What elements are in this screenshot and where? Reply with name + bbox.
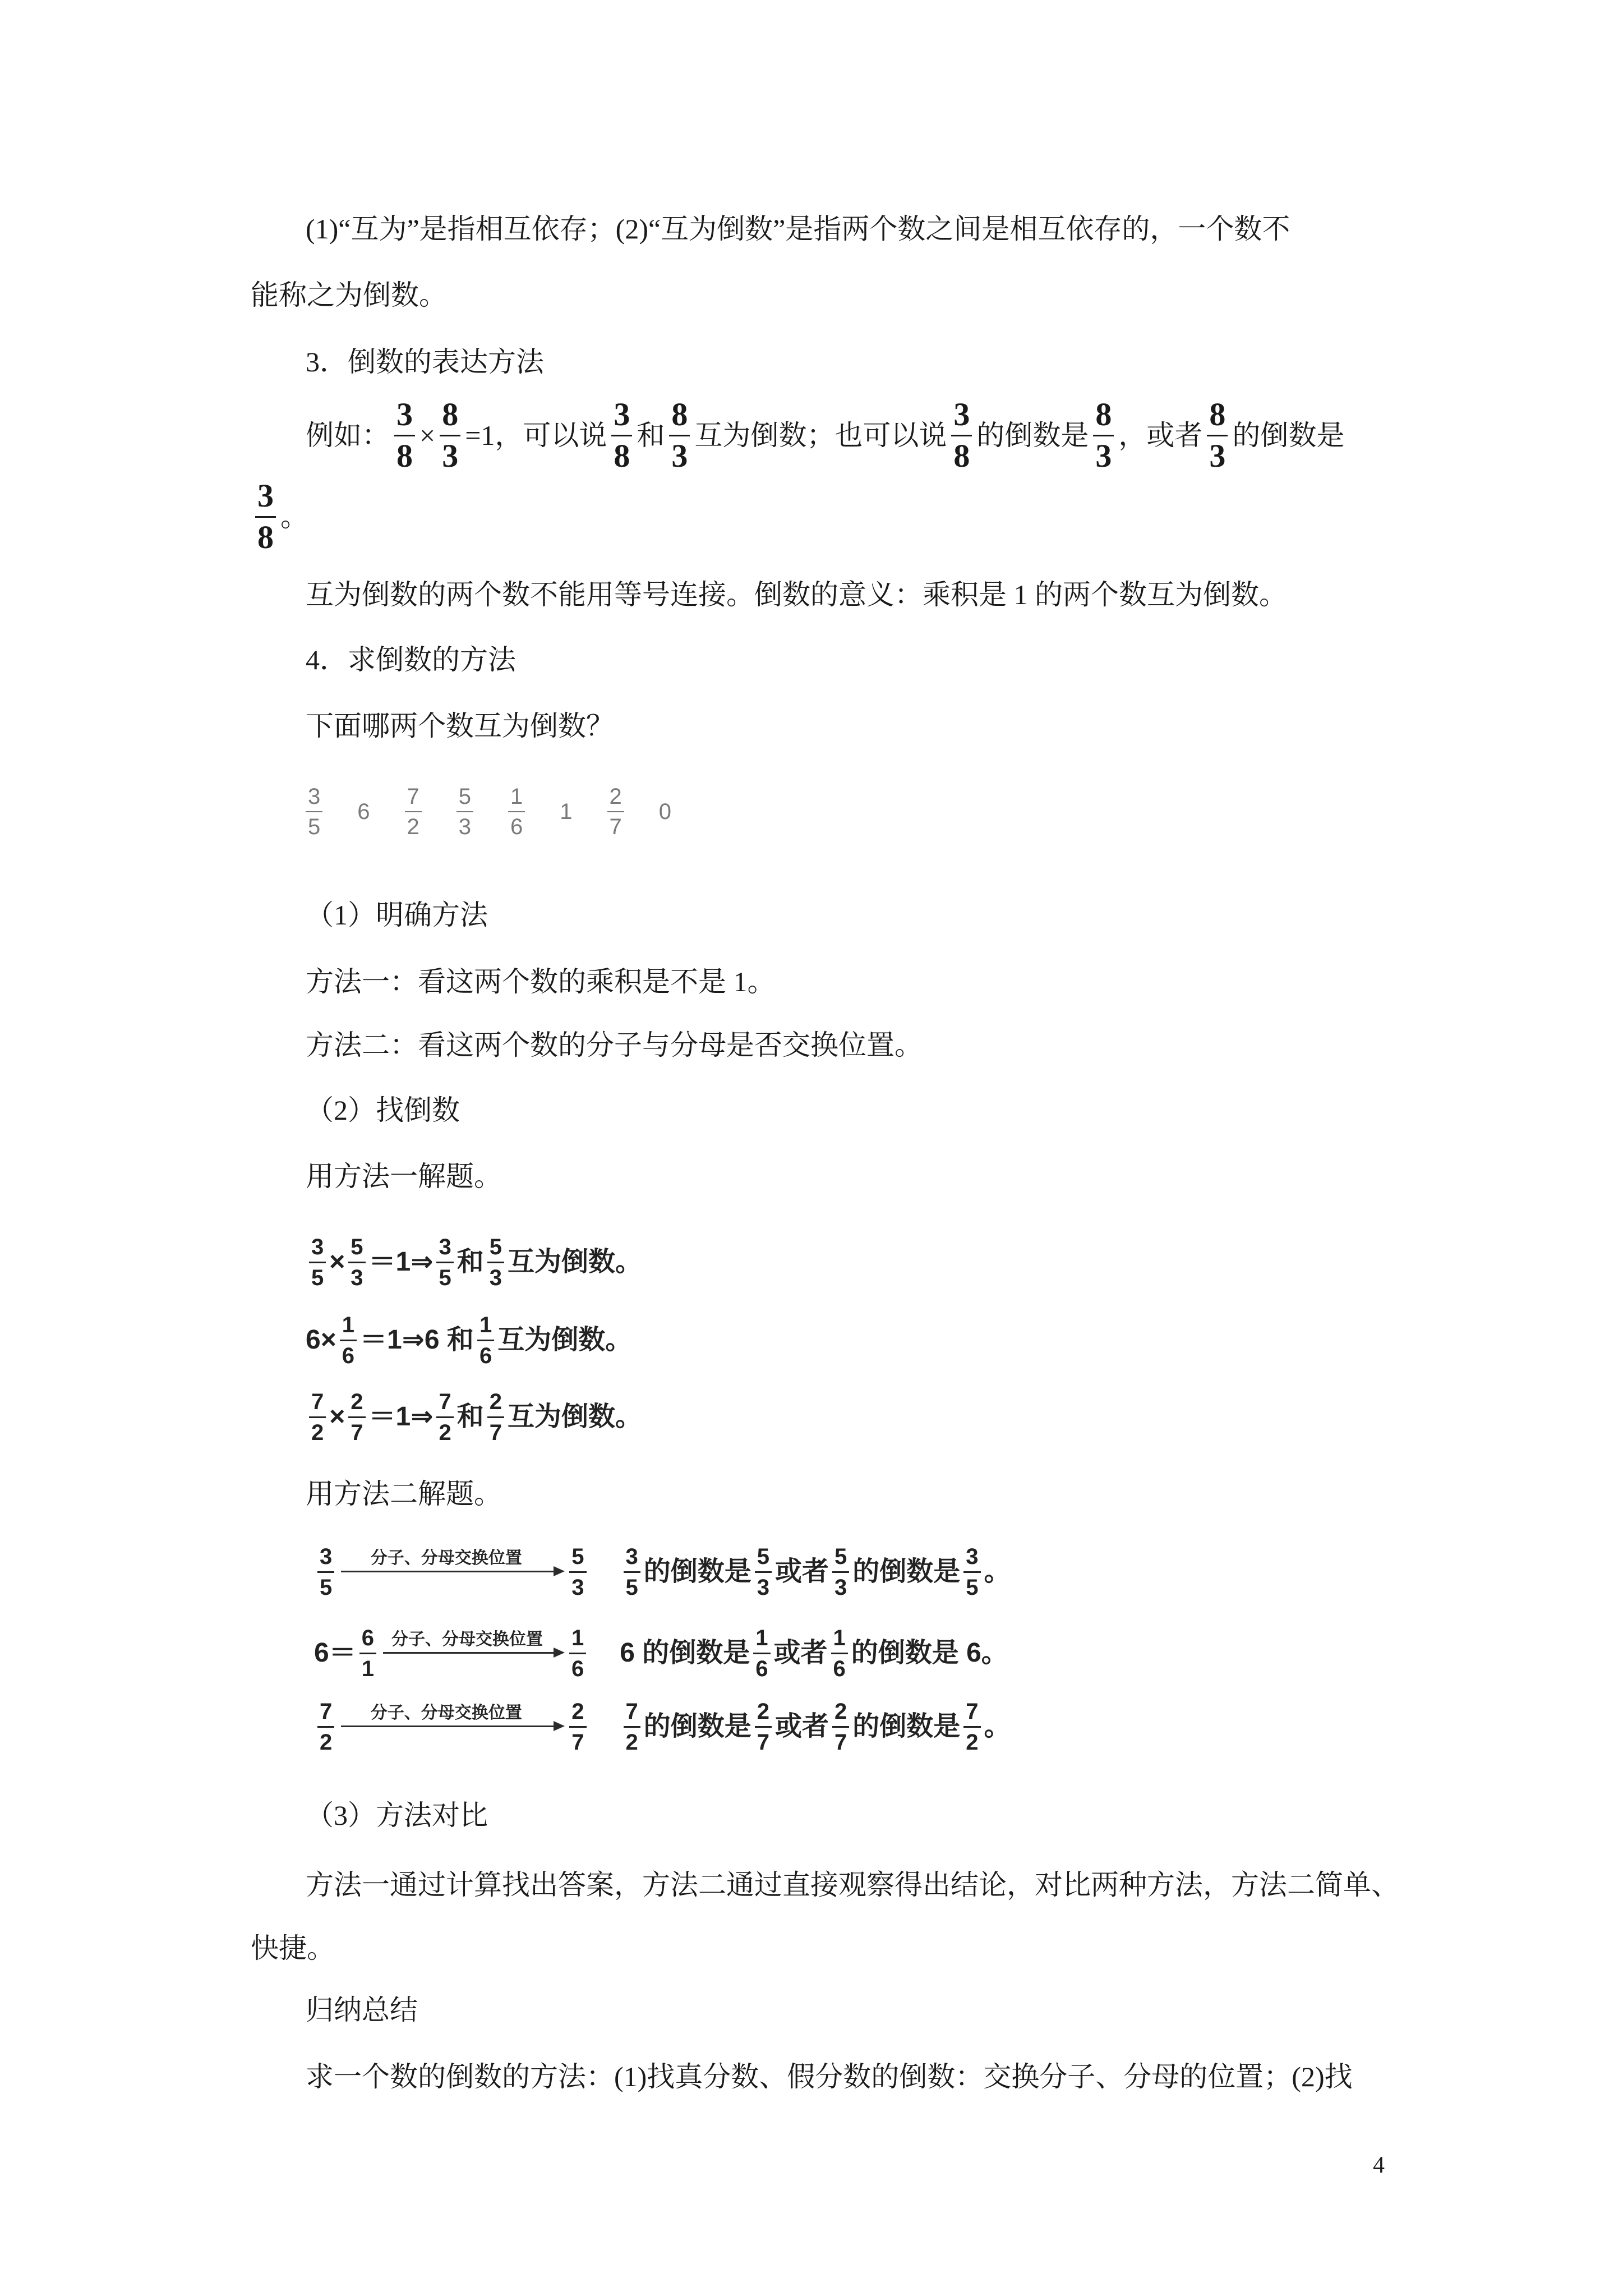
fraction-bar — [753, 1653, 770, 1654]
number-strip — [306, 784, 671, 840]
text-segment: 6 — [357, 799, 370, 824]
fraction-bar — [405, 811, 422, 812]
fraction-bar — [963, 1571, 980, 1573]
text-segment: × — [329, 1247, 345, 1277]
fraction-numerator: 1 — [833, 1625, 846, 1650]
method-2-intro: 用方法二解题。 — [306, 1478, 502, 1510]
fraction-denominator: 5 — [439, 1265, 451, 1290]
fraction-denominator: 7 — [757, 1729, 770, 1755]
fraction-numerator: 1 — [510, 784, 523, 809]
fraction-bar — [669, 435, 690, 436]
fraction-numerator: 3 — [439, 1234, 451, 1259]
fraction-bar — [477, 1340, 494, 1341]
fraction-denominator: 3 — [458, 815, 471, 839]
fraction-bar — [951, 435, 972, 436]
text-segment: × — [419, 420, 436, 451]
fraction-denominator: 8 — [257, 518, 274, 555]
fraction — [309, 1389, 326, 1445]
fraction-denominator: 1 — [361, 1656, 374, 1681]
fraction-denominator: 5 — [320, 1575, 333, 1600]
intro-line-2: 能称之为倒数。 — [251, 279, 447, 311]
fraction-numerator: 1 — [342, 1312, 354, 1337]
fraction-numerator: 7 — [625, 1699, 638, 1724]
section-3-heading: 3．倒数的表达方法 — [306, 346, 544, 378]
fraction — [309, 1235, 326, 1290]
fraction-numerator: 1 — [571, 1625, 584, 1650]
fraction-denominator: 2 — [625, 1729, 638, 1755]
fraction-bar — [569, 1726, 586, 1728]
fraction-denominator: 7 — [834, 1729, 847, 1755]
fraction-numerator: 5 — [351, 1234, 363, 1259]
method-2-row — [314, 1617, 1008, 1690]
fraction — [348, 1389, 365, 1445]
fraction — [436, 1389, 453, 1445]
fraction-numerator: 5 — [489, 1234, 502, 1259]
fraction-bar — [306, 811, 322, 812]
text-segment: 互为倒数。 — [507, 1247, 642, 1277]
text-segment: 6× — [306, 1325, 336, 1355]
fraction-numerator: 5 — [834, 1544, 847, 1569]
text-segment: 。 — [984, 1557, 1011, 1586]
fraction — [487, 1389, 504, 1445]
method-1-row — [306, 1381, 642, 1453]
fraction-denominator: 7 — [351, 1420, 363, 1445]
text-segment: ＝1⇒ — [368, 1402, 434, 1432]
text-segment: 和 — [457, 1247, 484, 1277]
method-1-row — [306, 1304, 632, 1377]
text-segment: 互为倒数。 — [507, 1402, 642, 1432]
fraction-numerator: 3 — [320, 1544, 333, 1569]
fraction — [669, 395, 690, 474]
fraction-bar — [317, 1726, 334, 1728]
section-4-heading: 4．求倒数的方法 — [306, 644, 516, 675]
text-segment: 和 — [457, 1402, 484, 1432]
fraction — [832, 1544, 849, 1600]
page-number: 4 — [1373, 2152, 1385, 2178]
fraction-bar — [255, 516, 276, 518]
text-segment: 的倒数是 — [643, 1711, 751, 1741]
fraction-numerator: 3 — [966, 1544, 979, 1569]
fraction-bar — [1093, 435, 1114, 436]
text-segment: ＝1⇒ — [368, 1247, 434, 1277]
fraction-numerator: 2 — [351, 1389, 363, 1414]
fraction-numerator: 1 — [755, 1625, 768, 1650]
fraction-bar — [1207, 435, 1228, 436]
fraction-numerator: 1 — [479, 1312, 492, 1337]
fraction-denominator: 7 — [489, 1420, 502, 1445]
text-segment: 。 — [280, 501, 308, 532]
text-segment: 6 的倒数是 — [620, 1638, 750, 1668]
fraction-bar — [487, 1262, 504, 1263]
fraction-denominator: 6 — [342, 1343, 354, 1368]
fraction-numerator: 3 — [625, 1544, 638, 1569]
fraction-numerator: 2 — [757, 1699, 770, 1724]
text-segment: 6＝ — [314, 1638, 356, 1668]
fraction-denominator: 2 — [407, 815, 419, 839]
fraction-numerator: 8 — [1095, 395, 1112, 432]
fraction-numerator: 2 — [834, 1699, 847, 1724]
fraction-bar — [440, 435, 460, 436]
arrow-icon — [341, 1571, 562, 1572]
swap-arrow — [341, 1548, 562, 1596]
fraction-bar — [755, 1726, 772, 1728]
method-1-intro: 用方法一解题。 — [306, 1161, 502, 1192]
text-segment: 的倒数是 — [1232, 420, 1345, 451]
text-segment: 的倒数是 — [976, 420, 1089, 451]
fraction-numerator: 2 — [609, 784, 622, 809]
fraction-bar — [755, 1571, 772, 1573]
fraction-bar — [309, 1262, 326, 1263]
text-segment: 。 — [984, 1711, 1011, 1741]
text-segment: ＝1⇒6 和 — [359, 1325, 474, 1355]
fraction-denominator: 8 — [614, 437, 630, 474]
fraction-numerator: 2 — [571, 1699, 584, 1724]
reciprocal-example-end — [251, 475, 308, 559]
fraction — [755, 1544, 772, 1600]
method-2-row — [314, 1535, 1011, 1608]
summary-heading: 归纳总结 — [306, 1994, 418, 2026]
fraction-bar — [624, 1726, 640, 1728]
text-segment: 或者 — [775, 1557, 829, 1586]
fraction-bar — [436, 1416, 453, 1418]
fraction — [394, 395, 415, 474]
method-1-text: 方法一：看这两个数的乘积是不是 1。 — [306, 966, 776, 997]
method-2-row — [314, 1690, 1011, 1763]
fraction-numerator: 7 — [439, 1389, 451, 1414]
fraction-bar — [963, 1726, 980, 1728]
fraction-denominator: 6 — [510, 815, 523, 839]
fraction-numerator: 7 — [320, 1699, 333, 1724]
swap-arrow — [341, 1703, 562, 1751]
arrow-icon — [383, 1652, 562, 1654]
fraction-denominator: 2 — [320, 1729, 333, 1755]
fraction — [624, 1699, 640, 1755]
fraction — [348, 1235, 365, 1290]
text-segment: 互为倒数；也可以说 — [694, 420, 947, 451]
fraction — [487, 1235, 504, 1290]
fraction-numerator: 5 — [458, 784, 471, 809]
fraction-bar — [832, 1571, 849, 1573]
reciprocal-note: 互为倒数的两个数不能用等号连接。倒数的意义：乘积是 1 的两个数互为倒数。 — [306, 579, 1287, 610]
fraction-denominator: 3 — [351, 1265, 363, 1290]
fraction-numerator: 7 — [966, 1699, 979, 1724]
fraction — [306, 784, 322, 839]
fraction-denominator: 2 — [966, 1729, 979, 1755]
comparison-line-2: 快捷。 — [251, 1932, 335, 1964]
text-segment: 的倒数是 — [852, 1711, 961, 1741]
fraction — [477, 1313, 494, 1368]
arrow-icon — [341, 1726, 562, 1727]
fraction-numerator: 2 — [489, 1389, 502, 1414]
step-2-heading: （2）找倒数 — [306, 1094, 460, 1126]
text-segment: 或者 — [775, 1711, 829, 1741]
fraction-numerator: 3 — [308, 784, 321, 809]
fraction-numerator: 3 — [257, 477, 274, 514]
text-segment: 或者 — [773, 1638, 828, 1668]
question: 下面哪两个数互为倒数？ — [306, 710, 614, 742]
fraction-bar — [340, 1340, 357, 1341]
fraction-denominator: 3 — [489, 1265, 502, 1290]
text-segment: × — [329, 1402, 345, 1432]
fraction-bar — [436, 1262, 453, 1263]
fraction-denominator: 5 — [966, 1575, 979, 1600]
fraction — [436, 1235, 453, 1290]
fraction-denominator: 5 — [625, 1575, 638, 1600]
fraction — [1093, 395, 1114, 474]
fraction-bar — [611, 435, 632, 436]
fraction-denominator: 7 — [609, 815, 622, 839]
summary-line-1: 求一个数的倒数的方法：(1)找真分数、假分数的倒数：交换分子、分母的位置；(2)找 — [306, 2061, 1353, 2092]
fraction-denominator: 6 — [755, 1656, 768, 1681]
intro-line-1: (1)“互为”是指相互依存；(2)“互为倒数”是指两个数之间是相互依存的，一个数不 — [306, 213, 1290, 245]
fraction-bar — [831, 1653, 848, 1654]
fraction-denominator: 2 — [311, 1420, 324, 1445]
fraction — [755, 1699, 772, 1755]
swap-arrow-label: 分子、分母交换位置 — [391, 1630, 543, 1649]
fraction-bar — [359, 1653, 376, 1654]
text-segment: =1，可以说 — [465, 420, 607, 451]
fraction-denominator: 3 — [1095, 437, 1112, 474]
fraction-denominator: 3 — [571, 1575, 584, 1600]
fraction — [611, 395, 632, 474]
reciprocal-example — [306, 393, 1344, 477]
fraction — [832, 1699, 849, 1755]
fraction-numerator: 7 — [311, 1389, 324, 1414]
fraction — [508, 784, 525, 839]
fraction — [624, 1544, 640, 1600]
fraction-denominator: 5 — [308, 815, 321, 839]
fraction-bar — [607, 811, 624, 812]
fraction-bar — [309, 1416, 326, 1418]
fraction — [440, 395, 460, 474]
fraction-numerator: 5 — [571, 1544, 584, 1569]
fraction-denominator: 8 — [953, 437, 970, 474]
fraction — [951, 395, 972, 474]
text-segment: 例如： — [306, 420, 390, 451]
fraction-denominator: 5 — [311, 1265, 324, 1290]
fraction-bar — [348, 1416, 365, 1418]
fraction-denominator: 7 — [571, 1729, 584, 1755]
fraction-bar — [569, 1571, 586, 1573]
fraction-denominator: 8 — [396, 437, 413, 474]
fraction-bar — [624, 1571, 640, 1573]
fraction — [831, 1626, 848, 1681]
swap-arrow-label: 分子、分母交换位置 — [370, 1703, 522, 1722]
fraction — [963, 1699, 980, 1755]
fraction — [359, 1626, 376, 1681]
text-segment: ，或者 — [1118, 420, 1203, 451]
fraction-denominator: 3 — [442, 437, 459, 474]
fraction-denominator: 3 — [1209, 437, 1226, 474]
fraction-bar — [348, 1262, 365, 1263]
fraction-bar — [394, 435, 415, 436]
fraction — [405, 784, 422, 839]
fraction-bar — [487, 1416, 504, 1418]
fraction — [255, 479, 276, 555]
fraction-numerator: 3 — [953, 395, 970, 432]
fraction-denominator: 6 — [833, 1656, 846, 1681]
fraction — [340, 1313, 357, 1368]
fraction — [963, 1544, 980, 1600]
fraction — [1207, 395, 1228, 474]
fraction — [569, 1626, 586, 1681]
fraction — [607, 784, 624, 839]
fraction-denominator: 3 — [834, 1575, 847, 1600]
fraction-numerator: 3 — [614, 395, 630, 432]
fraction-numerator: 8 — [1209, 395, 1226, 432]
fraction-numerator: 3 — [396, 395, 413, 432]
fraction-denominator: 2 — [439, 1420, 451, 1445]
text-segment: 的倒数是 6。 — [851, 1638, 1008, 1668]
fraction-denominator: 6 — [571, 1656, 584, 1681]
swap-arrow-label: 分子、分母交换位置 — [370, 1548, 522, 1567]
swap-arrow — [383, 1630, 562, 1677]
fraction-numerator: 7 — [407, 784, 419, 809]
text-segment: 的倒数是 — [643, 1557, 751, 1586]
fraction-denominator: 3 — [757, 1575, 770, 1600]
fraction-numerator: 5 — [757, 1544, 770, 1569]
method-1-row — [306, 1226, 642, 1299]
fraction-denominator: 3 — [671, 437, 688, 474]
fraction-numerator: 6 — [361, 1625, 374, 1650]
fraction-numerator: 8 — [442, 395, 459, 432]
fraction-bar — [317, 1571, 334, 1573]
fraction-denominator: 6 — [479, 1343, 492, 1368]
comparison-line-1: 方法一通过计算找出答案，方法二通过直接观察得出结论，对比两种方法，方法二简单、 — [306, 1869, 1399, 1901]
text-segment: 0 — [658, 799, 671, 824]
fraction-numerator: 8 — [671, 395, 688, 432]
fraction-bar — [508, 811, 525, 812]
fraction-bar — [457, 811, 473, 812]
fraction-numerator: 3 — [311, 1234, 324, 1259]
text-segment: 的倒数是 — [852, 1557, 961, 1586]
step-3-heading: （3）方法对比 — [306, 1800, 488, 1831]
fraction-bar — [832, 1726, 849, 1728]
text-segment: 1 — [560, 799, 573, 824]
fraction — [753, 1626, 770, 1681]
text-segment: 和 — [637, 420, 665, 451]
fraction — [569, 1699, 586, 1755]
fraction-bar — [569, 1653, 586, 1654]
fraction — [317, 1544, 334, 1600]
step-1-heading: （1）明确方法 — [306, 899, 488, 931]
text-segment: 互为倒数。 — [497, 1325, 633, 1355]
fraction — [317, 1699, 334, 1755]
fraction — [569, 1544, 586, 1600]
method-2-text: 方法二：看这两个数的分子与分母是否交换位置。 — [306, 1029, 923, 1061]
fraction — [457, 784, 473, 839]
